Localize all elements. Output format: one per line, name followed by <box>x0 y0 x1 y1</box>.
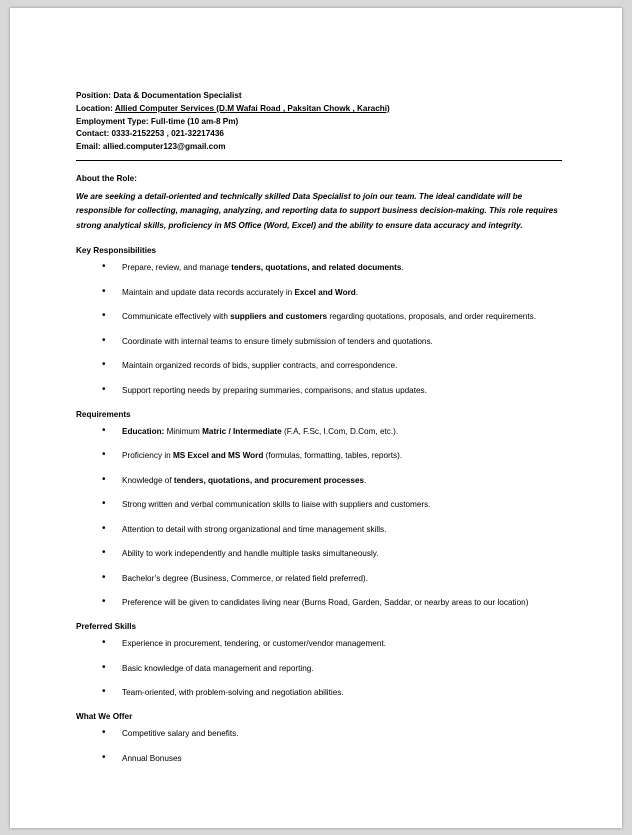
position-value: Data & Documentation Specialist <box>113 91 242 100</box>
employment-value: Full-time (10 am-8 Pm) <box>150 116 239 126</box>
list-item <box>76 753 562 765</box>
list-item <box>76 311 562 323</box>
list-item <box>76 360 562 372</box>
email-value: allied.computer123@gmail.com <box>102 142 226 152</box>
item-text: Proficiency in <box>122 451 173 461</box>
item-text: Experience in procurement, tendering, or customer/vendor management. <box>122 639 386 649</box>
location-value: Allied Computer Services (D.M Wafai Road , Paksitan Chowk , Karachi) <box>114 103 390 113</box>
document-content <box>76 90 562 777</box>
emphasis-text: suppliers and customers <box>230 312 328 322</box>
header-contact <box>76 128 562 141</box>
responsibilities-title: Key Responsibilities <box>76 246 157 256</box>
emphasis-text: Excel and Word <box>294 287 356 297</box>
list-item <box>76 524 562 536</box>
requirements-list <box>76 426 562 610</box>
list-item <box>76 499 562 511</box>
header-employment-type <box>76 116 562 129</box>
item-text: Competitive salary and benefits. <box>122 729 239 739</box>
item-text: Communicate effectively with <box>122 312 231 322</box>
list-item <box>76 385 562 397</box>
item-text: Maintain and update data records accurately in <box>122 287 295 297</box>
list-item <box>76 663 562 675</box>
preferred-skills-list <box>76 638 562 699</box>
position-label: Position: <box>76 91 112 100</box>
list-item <box>76 687 562 699</box>
list-item <box>76 336 562 348</box>
document-page <box>10 8 622 828</box>
item-text: (F.A, F.Sc, I.Com, D.Com, etc.). <box>281 426 399 436</box>
item-text: regarding quotations, proposals, and order requirements. <box>327 312 536 322</box>
item-text: Knowledge of <box>122 475 174 485</box>
item-text: Strong written and verbal communication skills to liaise with suppliers and customers. <box>122 500 431 510</box>
item-text: Team-oriented, with problem-solving and negotiation abilities. <box>122 688 344 698</box>
item-text: Basic knowledge of data management and reporting. <box>122 663 314 673</box>
contact-value: 0333-2152253 , 021-32217436 <box>111 129 224 139</box>
item-text: (formulas, formatting, tables, reports). <box>263 451 403 461</box>
emphasis-text: MS Excel and MS Word <box>172 451 264 461</box>
emphasis-text: Matric / Intermediate <box>202 426 282 436</box>
about-text: We are seeking a detail-oriented and technically skilled Data Specialist to join our team. The ideal candidate will be responsible for collecting, managing, analyzing, and reporting data to support business decision-making. This role requires strong analytical skills, proficiency in MS Office (Word, Excel) and the ability to ensure data accuracy and integrity. <box>76 191 558 230</box>
email-label: Email: <box>76 142 101 152</box>
offer-list <box>76 728 562 765</box>
item-text: Bachelor’s degree (Business, Commerce, or related field preferred). <box>122 573 368 583</box>
location-label: Location: <box>76 103 113 113</box>
list-item <box>76 475 562 487</box>
list-item <box>76 262 562 274</box>
item-text: Minimum <box>164 426 203 436</box>
item-text: Preference will be given to candidates living near (Burns Road, Garden, Saddar, or nearby areas to our location) <box>122 598 529 608</box>
about-title: About the Role: <box>76 173 137 183</box>
list-item <box>76 573 562 585</box>
item-text: . <box>364 475 367 485</box>
emphasis-text: tenders, quotations, and procurement processes <box>173 475 365 485</box>
header-divider <box>76 160 562 161</box>
responsibilities-list <box>76 262 562 397</box>
offer-title: What We Offer <box>76 712 133 722</box>
list-item <box>76 638 562 650</box>
item-text: . <box>355 287 359 297</box>
item-text: Attention to detail with strong organizational and time management skills. <box>122 524 387 534</box>
item-text: Support reporting needs by preparing summaries, comparisons, and status updates. <box>122 385 427 395</box>
item-text: Maintain organized records of bids, supplier contracts, and correspondence. <box>122 361 398 371</box>
preferred-skills-title: Preferred Skills <box>76 622 137 632</box>
item-text: . <box>401 263 404 273</box>
requirements-title: Requirements <box>76 409 131 419</box>
item-text: Prepare, review, and manage <box>122 263 232 273</box>
header-location <box>76 103 562 116</box>
header-email <box>76 141 562 154</box>
employment-label: Employment Type: <box>76 116 149 126</box>
item-text: Annual Bonuses <box>122 753 182 763</box>
emphasis-text: tenders, quotations, and related documents <box>231 263 402 273</box>
list-item <box>76 728 562 740</box>
list-item <box>76 450 562 462</box>
emphasis-text: Education: <box>122 426 165 436</box>
header-position <box>76 90 562 103</box>
job-header <box>76 90 562 154</box>
list-item <box>76 597 562 609</box>
list-item <box>76 426 562 438</box>
list-item <box>76 548 562 560</box>
item-text: Coordinate with internal teams to ensure timely submission of tenders and quotations. <box>122 336 433 346</box>
list-item <box>76 287 562 299</box>
contact-label: Contact: <box>76 129 110 139</box>
item-text: Ability to work independently and handle multiple tasks simultaneously. <box>122 549 379 559</box>
